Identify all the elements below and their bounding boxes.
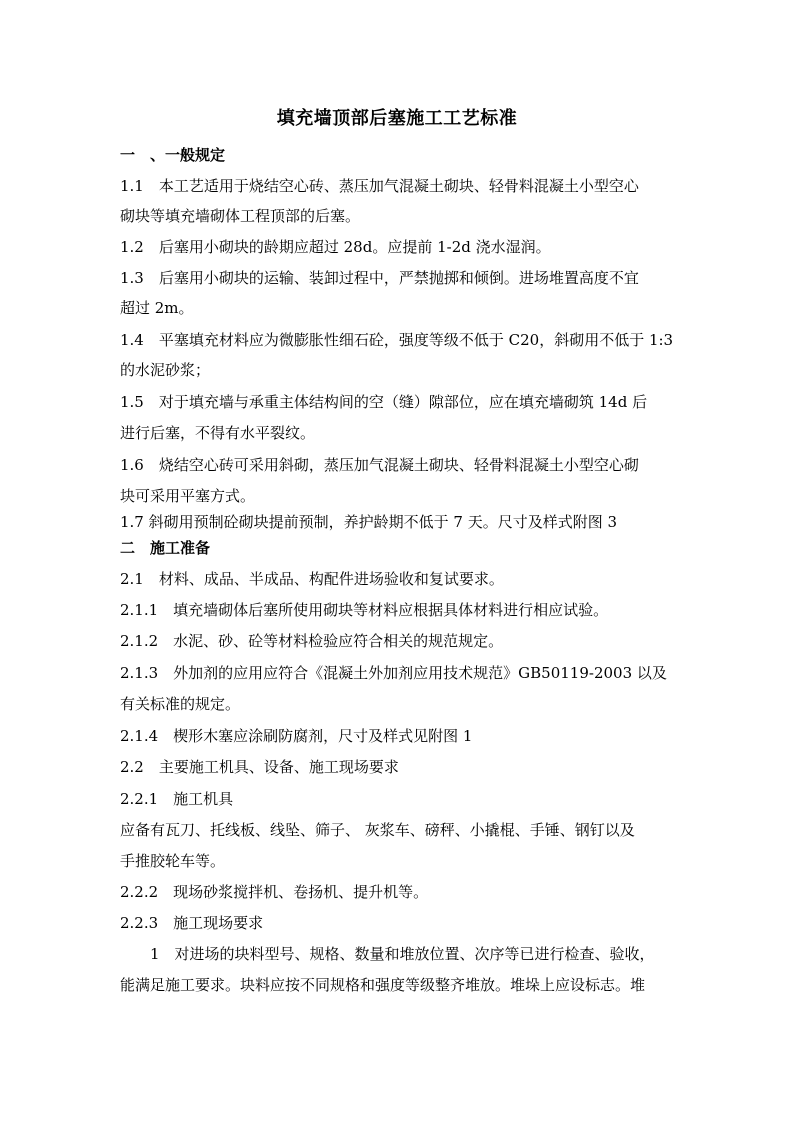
paragraph-line: 1.5 对于填充墙与承重主体结构间的空（缝）隙部位，应在填充墙砌筑 14d 后 [120, 393, 648, 411]
paragraph-line: 2.1 材料、成品、半成品、构配件进场验收和复试要求。 [120, 570, 504, 588]
paragraph-line: 能满足施工要求。块料应按不同规格和强度等级整齐堆放。堆垛上应设标志。堆 [120, 976, 646, 994]
paragraph-line: 2.2.2 现场砂浆搅拌机、卷扬机、提升机等。 [120, 883, 429, 901]
paragraph-line: 1.3 后塞用小砌块的运输、装卸过程中，严禁抛掷和倾倒。进场堆置高度不宜 [120, 269, 639, 287]
paragraph-line: 2.1.3 外加剂的应用应符合《混凝土外加剂应用技术规范》GB50119-2003 以及 [120, 664, 667, 682]
paragraph-line: 1.1 本工艺适用于烧结空心砖、蒸压加气混凝土砌块、轻骨料混凝土小型空心 [120, 177, 639, 195]
paragraph-line: 砌块等填充墙砌体工程顶部的后塞。 [120, 207, 361, 225]
paragraph-line: 2.1.2 水泥、砂、砼等材料检验应符合相关的规范规定。 [120, 632, 504, 650]
paragraph-line: 手推胶轮车等。 [120, 852, 226, 870]
section-heading-general: 一 、一般规定 [120, 146, 226, 164]
paragraph-line: 1.2 后塞用小砌块的龄期应超过 28d。应提前 1-2d 浇水湿润。 [120, 238, 551, 256]
section-heading-preparation: 二 施工准备 [120, 539, 211, 557]
paragraph-line: 2.1.1 填充墙砌体后塞所使用砌块等材料应根据具体材料进行相应试验。 [120, 601, 609, 619]
paragraph-line: 的水泥砂浆； [120, 361, 211, 379]
paragraph-line: 块可采用平塞方式。 [120, 487, 256, 505]
paragraph-line: 2.2.1 施工机具 [120, 790, 234, 808]
paragraph-line: 1.7 斜砌用预制砼砌块提前预制，养护龄期不低于 7 天。尺寸及样式附图 3 [120, 513, 618, 531]
paragraph-line: 1.6 烧结空心砖可采用斜砌，蒸压加气混凝土砌块、轻骨料混凝土小型空心砌 [120, 456, 639, 474]
paragraph-line: 2.2 主要施工机具、设备、施工现场要求 [120, 758, 399, 776]
paragraph-line: 2.1.4 楔形木塞应涂刷防腐剂，尺寸及样式见附图 1 [120, 727, 473, 745]
paragraph-line: 1 对进场的块料型号、规格、数量和堆放位置、次序等已进行检查、验收， [150, 945, 655, 963]
paragraph-line: 应备有瓦刀、托线板、线坠、筛子、 灰浆车、磅秤、小撬棍、手锤、钢钉以及 [120, 821, 635, 839]
paragraph-line: 超过 2m。 [120, 299, 194, 317]
document-title: 填充墙顶部后塞施工工艺标准 [276, 108, 518, 129]
paragraph-line: 1.4 平塞填充材料应为微膨胀性细石砼，强度等级不低于 C20，斜砌用不低于 1:3 [120, 331, 674, 349]
paragraph-line: 有关标准的规定。 [120, 695, 241, 713]
paragraph-line: 2.2.3 施工现场要求 [120, 914, 264, 932]
paragraph-line: 进行后塞，不得有水平裂纹。 [120, 424, 316, 442]
